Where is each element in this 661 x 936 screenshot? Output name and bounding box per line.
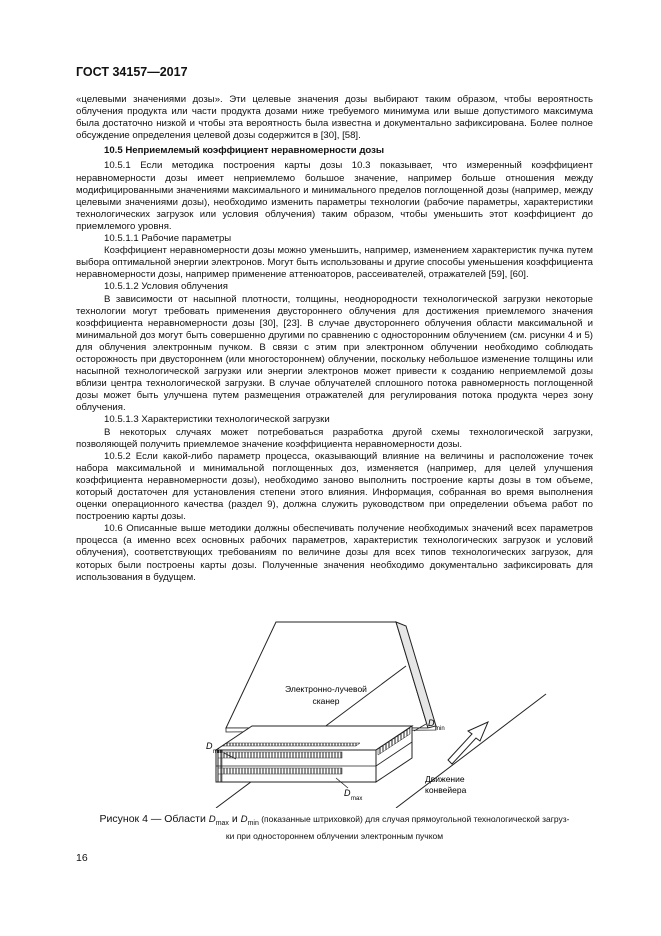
paragraph: 10.5.2 Если какой-либо параметр процесса, оказывающий влияние на величины и расположение точек набора максимальной и минимальной поглощенных доз, изменяется (например, для целей улучшения коэффициента неравномерности дозы), необходимо заново выполнить построение карты дозы в том объеме, который достаточен для установления степени этого влияния. Информация, собранная во время выполнения оценки операционного качества (раздел 9), должна служить руководством при определении объема работ по построению карты дозы. (76, 450, 593, 523)
caption-tail: (показанные штриховкой) для случая прямоугольной технологической загруз- (258, 814, 570, 824)
paragraph: 10.5.1.1 Рабочие параметры (104, 233, 232, 245)
dmax-d: D (344, 788, 351, 798)
paragraph: 10.5.1.3 Характеристики технологической загрузки (104, 414, 330, 426)
paragraph: «целевыми значениями дозы». Эти целевые значения дозы выбирают таким образом, чтобы вероятность облучения продукта или части продукта дозами ниже требуемого минимума или выше допустимого максимума была достаточно низкой и чтобы эта вероятность была известна и документально зафиксирована. Более полное обсуждение определения целевой дозы содержится в [30], [58]. (76, 94, 593, 142)
page-number: 16 (76, 852, 88, 864)
paragraph: Коэффициент неравномерности дозы можно уменьшить, например, изменением характеристик пучка путем выбора оптимальной энергии электронов. Могут быть использованы и другие способы уменьшения коэффициента неравномерности дозы, например применение аттенюаторов, рассеивателей, отражателей [59], [60]. (76, 245, 593, 281)
motion-label-line1: Движение (425, 774, 465, 784)
scanner-label-line1: Электронно-лучевой (285, 684, 367, 694)
dmax-sub: max (351, 796, 363, 802)
caption-min-sub: min (247, 819, 259, 827)
dmin-left-sub: min (213, 749, 223, 755)
caption-line2: ки при одностороннем облучении электронным пучком (225, 830, 444, 841)
motion-label-line2: конвейера (425, 785, 467, 795)
dmin-right-d: D (428, 718, 435, 728)
dmin-right-sub: min (435, 726, 445, 732)
section-heading: 10.5 Неприемлемый коэффициент неравномерности дозы (104, 145, 385, 157)
process-load-box (216, 726, 412, 782)
figure-4-diagram (76, 618, 593, 808)
caption-d-max: D (208, 814, 216, 825)
caption-max-sub: max (215, 819, 229, 827)
document-body (76, 94, 593, 584)
paragraph: 10.5.1.2 Условия облучения (104, 281, 228, 293)
paragraph: 10.6 Описанные выше методики должны обеспечивать получение необходимых значений всех параметров процесса (а именно всех основных рабочих параметров, характеристик технологических загрузок и условий облучения), соответствующих требованиям по величине дозы для всех типов технологических загрузок, для которых были построены карты дозы. Полученные значения необходимо документально зафиксировать для использования в будущем. (76, 523, 593, 583)
caption-prefix: Рисунок 4 — Области (99, 813, 209, 825)
caption-d-min: D (240, 814, 248, 825)
paragraph: В некоторых случаях может потребоваться разработка другой схемы технологической загрузки, позволяющей получить приемлемое значение коэффициента неравномерности дозы. (76, 426, 593, 450)
caption-and: и (228, 813, 241, 825)
paragraph: В зависимости от насыпной плотности, толщины, неоднородности технологической загрузки некоторые технологии могут требовать применения двустороннего облучения для достижения приемлемого значения коэффициента неравномерности дозы [30], [23]. В случае двустороннего облучения области максимальной и минимальной доз могут быть совершенно другими по сравнению с односторонним облучением (см. рисунки 4 и 5) для облучения электронным пучком. В связи с этим при электронном облучении необходимо соблюдать осторожность при двустороннем (или многостороннем) облучении, поскольку небольшое изменение толщины или насыпной технологической загрузки или энергии электронов может привести к созданию неприемлемой дозы вблизи центра технологической загрузки. В случае облучателей сплошного потока равномерность поглощенной дозы может быть улучшена путем размещения отражателей для регулирования потока продукта через зону облучения. (76, 293, 593, 414)
figure-caption (76, 813, 593, 842)
dmin-left-d: D (206, 741, 213, 751)
scanner-label-line2: сканер (312, 696, 340, 706)
document-header: ГОСТ 34157—2017 (76, 65, 188, 79)
electron-beam-scanner (226, 622, 436, 732)
paragraph: 10.5.1 Если методика построения карты дозы 10.3 показывает, что измеренный коэффициент неравномерности дозы имеет неприемлемо большое значение, например больше отношения между модифицированными значениями максимального и минимального пределов поглощенной дозы (например, между целевыми значениями дозы), необходимо изменить параметры технологии (рабочие параметры, характеристики технологических загрузок или условия облучения) таким образом, чтобы уменьшить этот коэффициент до приемлемого уровня. (76, 160, 593, 232)
